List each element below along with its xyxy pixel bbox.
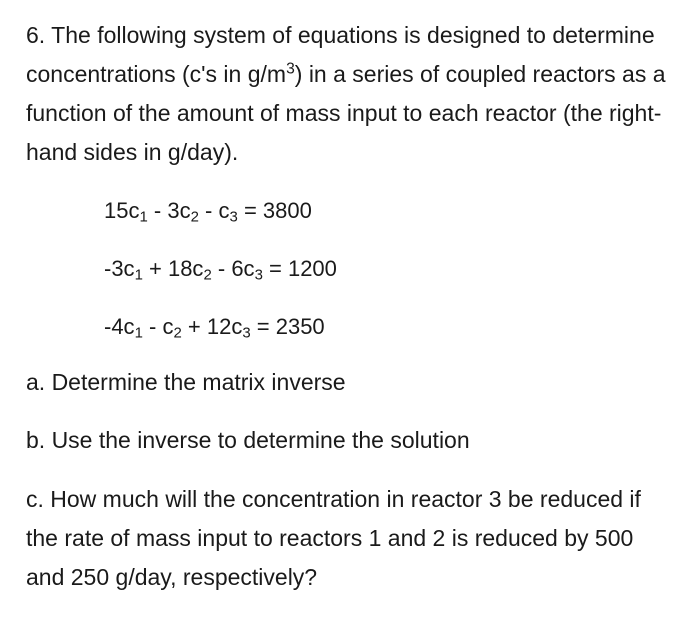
problem-statement	[26, 16, 676, 172]
units-exponent: 3	[286, 60, 295, 78]
problem-number: 6.	[26, 22, 46, 48]
equation-1: $15c_1 - 3c_2 - c_3 = 3800$	[104, 198, 312, 226]
equation-2: $-3c_1 + 18c_2 - 6c_3 = 1200$	[104, 256, 337, 284]
part-b: b. Use the inverse to determine the solution	[26, 427, 470, 453]
equation-3: $-4c_1 - c_2 + 12c_3 = 2350$	[104, 314, 325, 342]
part-a: a. Determine the matrix inverse	[26, 369, 346, 395]
part-c: c. How much will the concentration in reactor 3 be reduced if the rate of mass input to reactors 1 and 2 is reduced by 500 and 250 g/day, respectively?	[26, 486, 641, 590]
problem-intro: The following system of equations is designed to determine concentrations (c's in g/m	[26, 22, 655, 87]
problem-intro-continued: ) in a series of coupled reactors as a function of the amount of mass input to each reactor (the right-hand sides in g/day).	[26, 61, 666, 165]
